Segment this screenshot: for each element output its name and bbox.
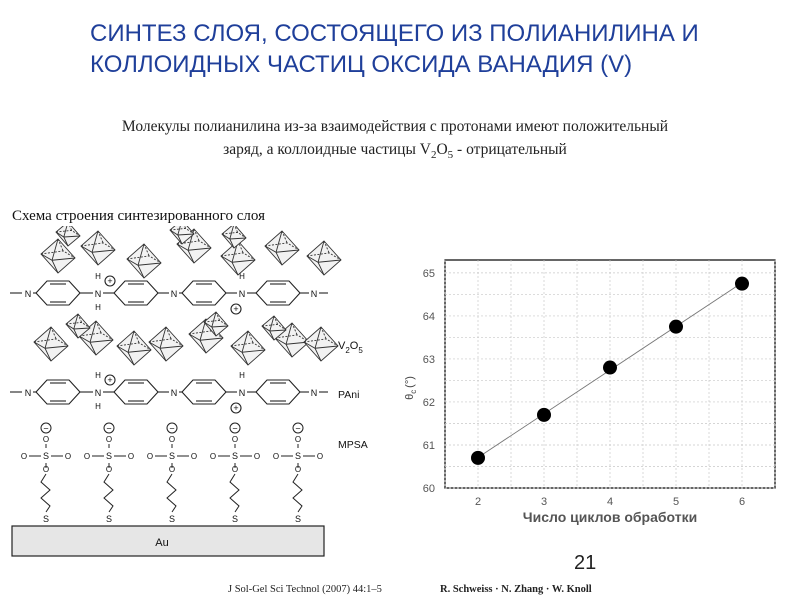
thiol-sulfur-atom: S bbox=[42, 514, 50, 524]
v2o5-label-2: 2 bbox=[345, 346, 350, 355]
oxygen-atom: O bbox=[253, 452, 261, 461]
y-tick-label: 61 bbox=[422, 439, 435, 452]
oxygen-atom: O bbox=[209, 452, 217, 461]
intro-line-1: Молекулы полианилина из-за взаимодействия с протонами имеют положительный bbox=[121, 118, 669, 135]
positive-charge-sign: + bbox=[107, 276, 113, 286]
vanadium-oxide-octahedron bbox=[221, 241, 255, 275]
octahedron-outline bbox=[222, 226, 246, 248]
hydrogen-atom: H bbox=[95, 303, 101, 312]
nitrogen-atom: N bbox=[24, 289, 32, 299]
nitrogen-atom: N bbox=[310, 289, 318, 299]
sulfur-atom: S bbox=[231, 451, 239, 461]
sulfur-atom: S bbox=[168, 451, 176, 461]
oxygen-atom: O bbox=[168, 465, 176, 474]
vanadium-oxide-octahedron bbox=[307, 241, 341, 275]
v2o5-label-o: O bbox=[349, 340, 359, 352]
thiol-sulfur-atom: S bbox=[168, 514, 176, 524]
vanadium-oxide-octahedron bbox=[81, 231, 115, 265]
hydrogen-atom: H bbox=[95, 272, 101, 281]
v2o5-octahedra-row-top bbox=[41, 226, 341, 278]
octahedron-outline bbox=[34, 327, 68, 361]
data-point bbox=[603, 361, 617, 375]
thiol-sulfur-atom: S bbox=[294, 514, 302, 524]
intro-sub-2: 2 bbox=[430, 149, 437, 162]
negative-charge-sign: − bbox=[295, 423, 301, 434]
v2o5-label bbox=[338, 340, 363, 355]
intro-oxygen: O bbox=[436, 141, 448, 158]
ring-outline bbox=[256, 281, 300, 305]
nitrogen-atom: N bbox=[170, 289, 178, 299]
nitrogen-atom: N bbox=[238, 388, 246, 398]
x-tick-label: 6 bbox=[738, 496, 746, 508]
vanadium-oxide-octahedron bbox=[222, 226, 246, 248]
vanadium-oxide-octahedron bbox=[117, 331, 151, 365]
oxygen-atom: O bbox=[168, 435, 176, 444]
data-point bbox=[669, 320, 683, 334]
intro-text bbox=[20, 115, 770, 167]
layer-scheme-diagram bbox=[6, 226, 376, 566]
title-line-1: СИНТЕЗ СЛОЯ, СОСТОЯЩЕГО ИЗ ПОЛИАНИЛИНА И bbox=[90, 20, 699, 47]
oxygen-atom: O bbox=[294, 465, 302, 474]
intro-line-2-part-a: заряд, а коллоидные частицы V bbox=[223, 141, 431, 158]
alkyl-chain bbox=[293, 474, 302, 512]
slide-title bbox=[90, 18, 770, 80]
negative-charge-sign: − bbox=[43, 423, 49, 434]
oxygen-atom: O bbox=[105, 435, 113, 444]
vanadium-oxide-octahedron bbox=[149, 327, 183, 361]
pani-chain-top bbox=[10, 272, 328, 314]
y-axis-label-unit: (°) bbox=[404, 376, 416, 388]
octahedron-outline bbox=[307, 241, 341, 275]
y-tick-label: 65 bbox=[422, 267, 435, 280]
octahedron-outline bbox=[117, 331, 151, 365]
nitrogen-atom: N bbox=[170, 388, 178, 398]
oxygen-atom: O bbox=[294, 435, 302, 444]
oxygen-atom: O bbox=[105, 465, 113, 474]
hydrogen-atom: H bbox=[239, 272, 245, 281]
oxygen-atom: O bbox=[20, 452, 28, 461]
mpsa-label: MPSA bbox=[338, 439, 368, 451]
v2o5-label-5: 5 bbox=[358, 346, 363, 355]
sulfur-atom: S bbox=[105, 451, 113, 461]
title-line-2: КОЛЛОИДНЫХ ЧАСТИЦ ОКСИДА ВАНАДИЯ (V) bbox=[90, 51, 633, 78]
x-axis-label: Число циклов обработки bbox=[522, 509, 698, 525]
octahedron-outline bbox=[231, 331, 265, 365]
positive-charge-sign: + bbox=[107, 375, 113, 385]
ring-outline bbox=[114, 281, 158, 305]
benzene-ring bbox=[182, 380, 226, 404]
ring-outline bbox=[182, 281, 226, 305]
x-tick-label: 5 bbox=[672, 496, 680, 508]
scheme-caption: Схема строения синтезированного слоя bbox=[12, 208, 265, 224]
y-tick-label: 62 bbox=[422, 396, 435, 409]
y-axis-label-theta: θ bbox=[404, 393, 416, 400]
vanadium-oxide-octahedron bbox=[231, 331, 265, 365]
thiol-sulfur-atom: S bbox=[231, 514, 239, 524]
quinoid-ring bbox=[256, 380, 300, 404]
oxygen-atom: O bbox=[190, 452, 198, 461]
octahedron-outline bbox=[265, 231, 299, 265]
negative-charge-sign: − bbox=[106, 423, 112, 434]
y-tick-label: 63 bbox=[422, 353, 435, 366]
oxygen-atom: O bbox=[231, 465, 239, 474]
hydrogen-atom: H bbox=[239, 371, 245, 380]
intro-line-2 bbox=[20, 138, 770, 167]
positive-charge-sign: + bbox=[233, 304, 239, 314]
ring-outline bbox=[182, 380, 226, 404]
vanadium-oxide-octahedron bbox=[127, 244, 161, 278]
thiol-sulfur-atom: S bbox=[105, 514, 113, 524]
data-point bbox=[735, 277, 749, 291]
hydrogen-atom: H bbox=[95, 402, 101, 411]
oxygen-atom: O bbox=[127, 452, 135, 461]
oxygen-atom: O bbox=[64, 452, 72, 461]
v2o5-octahedra-row-middle bbox=[34, 312, 338, 365]
octahedron-outline bbox=[81, 231, 115, 265]
mpsa-chains bbox=[21, 423, 323, 524]
octahedron-outline bbox=[221, 241, 255, 275]
pani-chain-bottom bbox=[10, 371, 328, 413]
sulfur-atom: S bbox=[42, 451, 50, 461]
benzene-ring bbox=[182, 281, 226, 305]
x-tick-label: 4 bbox=[606, 496, 614, 508]
octahedron-outline bbox=[127, 244, 161, 278]
ring-outline bbox=[36, 380, 80, 404]
pani-label: PAni bbox=[338, 389, 360, 401]
oxygen-atom: O bbox=[42, 435, 50, 444]
y-axis-label bbox=[404, 376, 418, 400]
negative-charge-sign: − bbox=[169, 423, 175, 434]
data-point bbox=[537, 408, 551, 422]
nitrogen-atom: N bbox=[94, 289, 102, 299]
sulfur-atom: S bbox=[294, 451, 302, 461]
oxygen-atom: O bbox=[146, 452, 154, 461]
x-tick-label: 2 bbox=[474, 496, 482, 508]
nitrogen-atom: N bbox=[310, 388, 318, 398]
octahedron-outline bbox=[304, 327, 338, 361]
alkyl-chain bbox=[41, 474, 50, 512]
y-axis-label-sub: c bbox=[409, 389, 418, 394]
quinoid-ring bbox=[256, 281, 300, 305]
v2o5-label-v: V bbox=[338, 340, 346, 352]
oxygen-atom: O bbox=[42, 465, 50, 474]
ring-outline bbox=[256, 380, 300, 404]
nitrogen-atom: N bbox=[24, 388, 32, 398]
data-point bbox=[471, 451, 485, 465]
intro-sub-5: 5 bbox=[447, 149, 454, 162]
x-tick-label: 3 bbox=[540, 496, 548, 508]
x-tick-labels bbox=[475, 496, 745, 508]
vanadium-oxide-octahedron bbox=[265, 231, 299, 265]
oxygen-atom: O bbox=[316, 452, 324, 461]
slide-number: 21 bbox=[574, 552, 597, 574]
reference-authors: R. Schweiss · N. Zhang · W. Knoll bbox=[440, 584, 592, 595]
negative-charge-sign: − bbox=[232, 423, 238, 434]
hydrogen-atom: H bbox=[95, 371, 101, 380]
oxygen-atom: O bbox=[231, 435, 239, 444]
contact-angle-chart bbox=[395, 248, 785, 533]
alkyl-chain bbox=[104, 474, 113, 512]
au-label: Au bbox=[155, 537, 169, 549]
vanadium-oxide-octahedron bbox=[304, 327, 338, 361]
reference-journal: J Sol-Gel Sci Technol (2007) 44:1–5 bbox=[228, 584, 382, 595]
nitrogen-atom: N bbox=[94, 388, 102, 398]
y-tick-label: 60 bbox=[422, 483, 435, 495]
nitrogen-atom: N bbox=[238, 289, 246, 299]
ring-outline bbox=[36, 281, 80, 305]
benzene-ring bbox=[114, 281, 158, 305]
oxygen-atom: O bbox=[272, 452, 280, 461]
benzene-ring bbox=[114, 380, 158, 404]
oxygen-atom: O bbox=[83, 452, 91, 461]
alkyl-chain bbox=[230, 474, 239, 512]
vanadium-oxide-octahedron bbox=[34, 327, 68, 361]
y-tick-labels bbox=[423, 268, 435, 495]
benzene-ring bbox=[36, 281, 80, 305]
y-tick-label: 64 bbox=[422, 310, 435, 323]
ring-outline bbox=[114, 380, 158, 404]
benzene-ring bbox=[36, 380, 80, 404]
alkyl-chain bbox=[167, 474, 176, 512]
intro-line-2-part-b: - отрицательный bbox=[453, 141, 567, 158]
octahedron-outline bbox=[149, 327, 183, 361]
positive-charge-sign: + bbox=[233, 403, 239, 413]
